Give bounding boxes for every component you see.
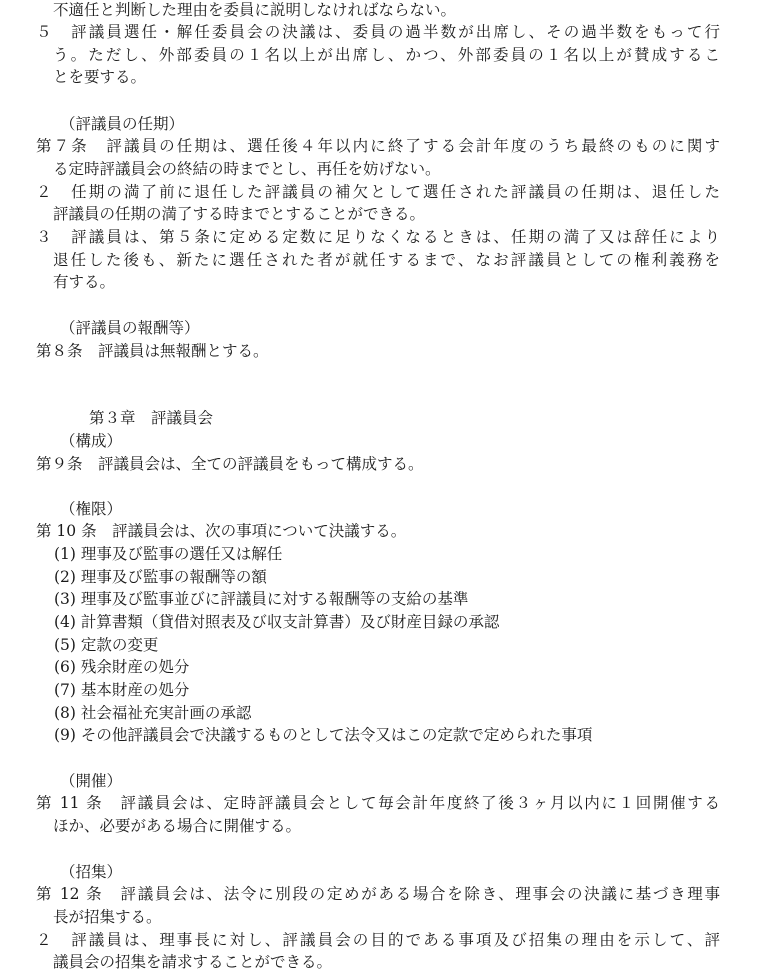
paragraph-line: 議員会の招集を請求することができる。 bbox=[53, 953, 333, 971]
section-heading: （評議員の報酬等） bbox=[60, 319, 200, 337]
section-heading: （開催） bbox=[60, 772, 123, 790]
paragraph-line: 有する。 bbox=[53, 273, 116, 291]
chapter-title: 第３章 評議員会 bbox=[89, 409, 214, 427]
paragraph-line: ３ 評議員は、第５条に定める定数に足りなくなるときは、任期の満了又は辞任により bbox=[36, 228, 720, 246]
list-item: (1) 理事及び監事の選任又は解任 bbox=[54, 545, 283, 563]
list-item: (2) 理事及び監事の報酬等の額 bbox=[54, 568, 267, 586]
list-item: (4) 計算書類（貸借対照表及び収支計算書）及び財産目録の承認 bbox=[54, 613, 500, 631]
list-item: (6) 残余財産の処分 bbox=[54, 658, 190, 676]
paragraph-line: ２ 評議員は、理事長に対し、評議員会の目的である事項及び招集の理由を示して、評 bbox=[36, 931, 720, 949]
list-item: (7) 基本財産の処分 bbox=[54, 681, 190, 699]
article-line: 第 12 条 評議員会は、法令に別段の定めがある場合を除き、理事会の決議に基づき理事 bbox=[36, 885, 720, 903]
paragraph-line: ２ 任期の満了前に退任した評議員の補欠として選任された評議員の任期は、退任した bbox=[36, 183, 720, 201]
paragraph-line: ほか、必要がある場合に開催する。 bbox=[53, 817, 302, 835]
article-line: 第 10 条 評議員会は、次の事項について決議する。 bbox=[36, 522, 407, 540]
list-item: (5) 定款の変更 bbox=[54, 636, 159, 654]
section-heading: （評議員の任期） bbox=[60, 115, 185, 133]
article-line: 第８条 評議員は無報酬とする。 bbox=[36, 342, 269, 360]
paragraph-line: 退任した後も、新たに選任された者が就任するまで、なお評議員としての権利義務を bbox=[53, 251, 720, 269]
paragraph-line: 評議員の任期の満了する時までとすることができる。 bbox=[53, 205, 426, 223]
list-item: (9) その他評議員会で決議するものとして法令又はこの定款で定められた事項 bbox=[54, 726, 593, 744]
paragraph-line: 長が招集する。 bbox=[53, 908, 162, 926]
paragraph-line: ５ 評議員選任・解任委員会の決議は、委員の過半数が出席し、その過半数をもって行 bbox=[36, 23, 720, 41]
article-line: 第７条 評議員の任期は、選任後４年以内に終了する会計年度のうち最終のものに関す bbox=[36, 137, 720, 155]
paragraph-line: 不適任と判断した理由を委員に説明しなければならない。 bbox=[53, 1, 457, 19]
paragraph-line: とを要する。 bbox=[53, 68, 147, 86]
list-item: (8) 社会福祉充実計画の承認 bbox=[54, 704, 252, 722]
paragraph-line: う。ただし、外部委員の１名以上が出席し、かつ、外部委員の１名以上が賛成するこ bbox=[53, 46, 720, 64]
section-heading: （構成） bbox=[60, 432, 123, 450]
article-line: 第９条 評議員会は、全ての評議員をもって構成する。 bbox=[36, 455, 424, 473]
paragraph-line: る定時評議員会の終結の時までとし、再任を妨げない。 bbox=[53, 160, 441, 178]
article-line: 第 11 条 評議員会は、定時評議員会として毎会計年度終了後３ヶ月以内に１回開催する bbox=[36, 794, 720, 812]
section-heading: （招集） bbox=[60, 863, 123, 881]
section-heading: （権限） bbox=[60, 500, 123, 518]
list-item: (3) 理事及び監事並びに評議員に対する報酬等の支給の基準 bbox=[54, 590, 469, 608]
